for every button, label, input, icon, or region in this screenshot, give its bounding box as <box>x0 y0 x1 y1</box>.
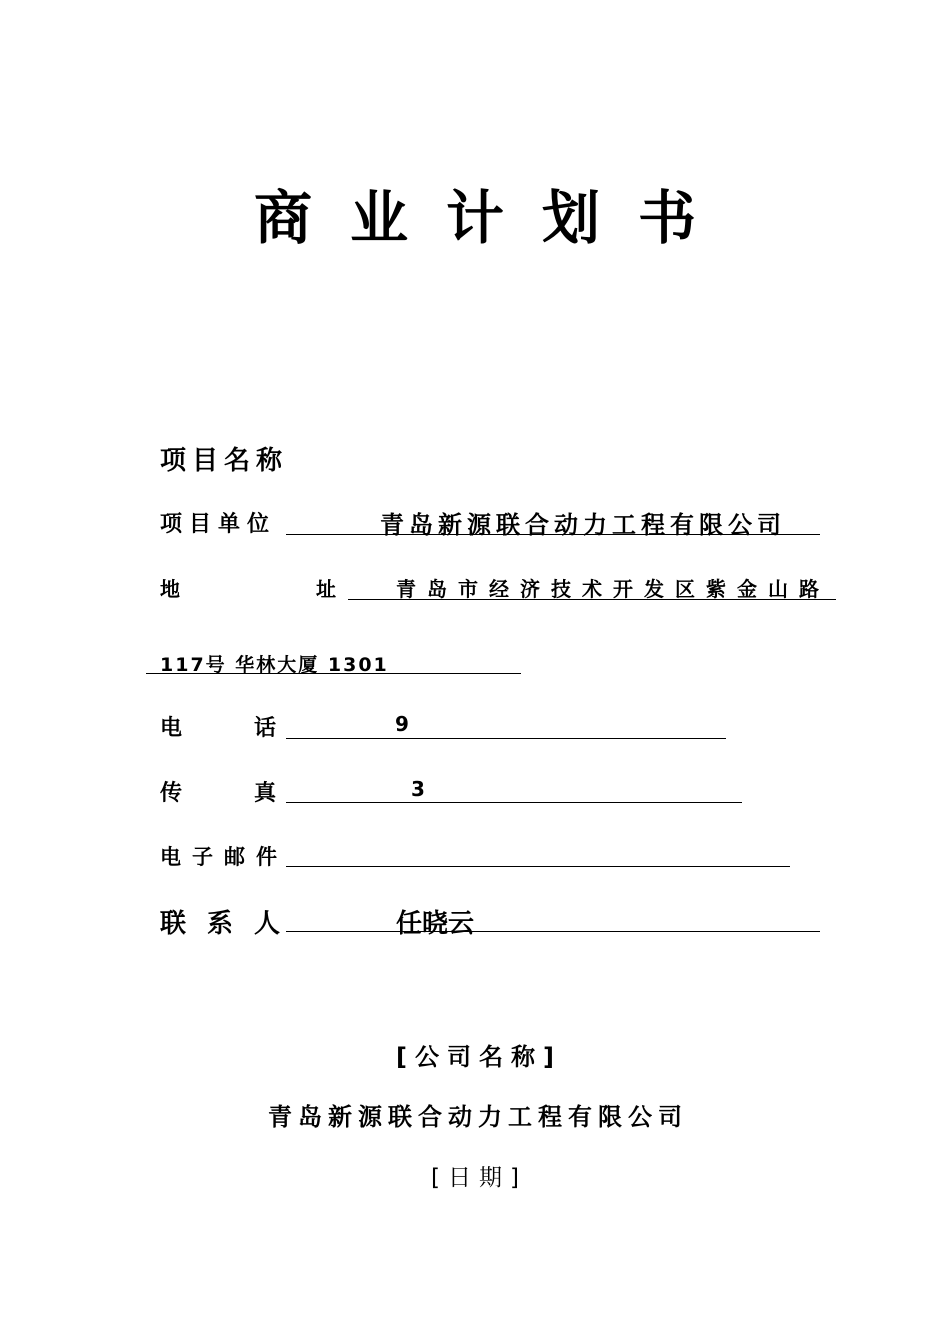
footer-company-name: 青岛新源联合动力工程有限公司 <box>268 1103 688 1131</box>
phone-label-part2: 话 <box>254 716 277 741</box>
project-unit-underline <box>286 534 820 535</box>
contact-underline <box>286 931 820 932</box>
document-title: 商业计划书 <box>253 184 734 252</box>
email-underline <box>286 866 790 867</box>
address-value-line1: 青岛市经济技术开发区紫金山路 <box>396 577 830 601</box>
fax-value: 3 <box>411 777 425 801</box>
project-unit-value: 青岛新源联合动力工程有限公司 <box>380 511 786 539</box>
address-label-part2: 址 <box>316 577 336 601</box>
contact-label: 联系人 <box>160 909 302 939</box>
company-name-placeholder: [公司名称] <box>396 1043 562 1071</box>
phone-value: 9 <box>395 712 409 736</box>
address-underline-2 <box>146 673 521 674</box>
fax-underline <box>286 802 742 803</box>
phone-underline <box>286 738 726 739</box>
fax-label-part2: 真 <box>254 781 277 806</box>
address-value-line2: 117号 华林大厦 1301 <box>160 654 389 676</box>
address-underline-1 <box>348 599 836 600</box>
date-placeholder: [日期] <box>431 1165 527 1191</box>
project-name-label: 项目名称 <box>160 446 289 476</box>
email-label: 电子邮件 <box>160 845 288 869</box>
project-unit-label: 项目单位 <box>160 512 277 537</box>
phone-label-part1: 电 <box>160 716 183 741</box>
address-label-part1: 地 <box>160 577 180 601</box>
contact-value: 任晓云 <box>396 909 475 939</box>
fax-label-part1: 传 <box>160 781 183 806</box>
